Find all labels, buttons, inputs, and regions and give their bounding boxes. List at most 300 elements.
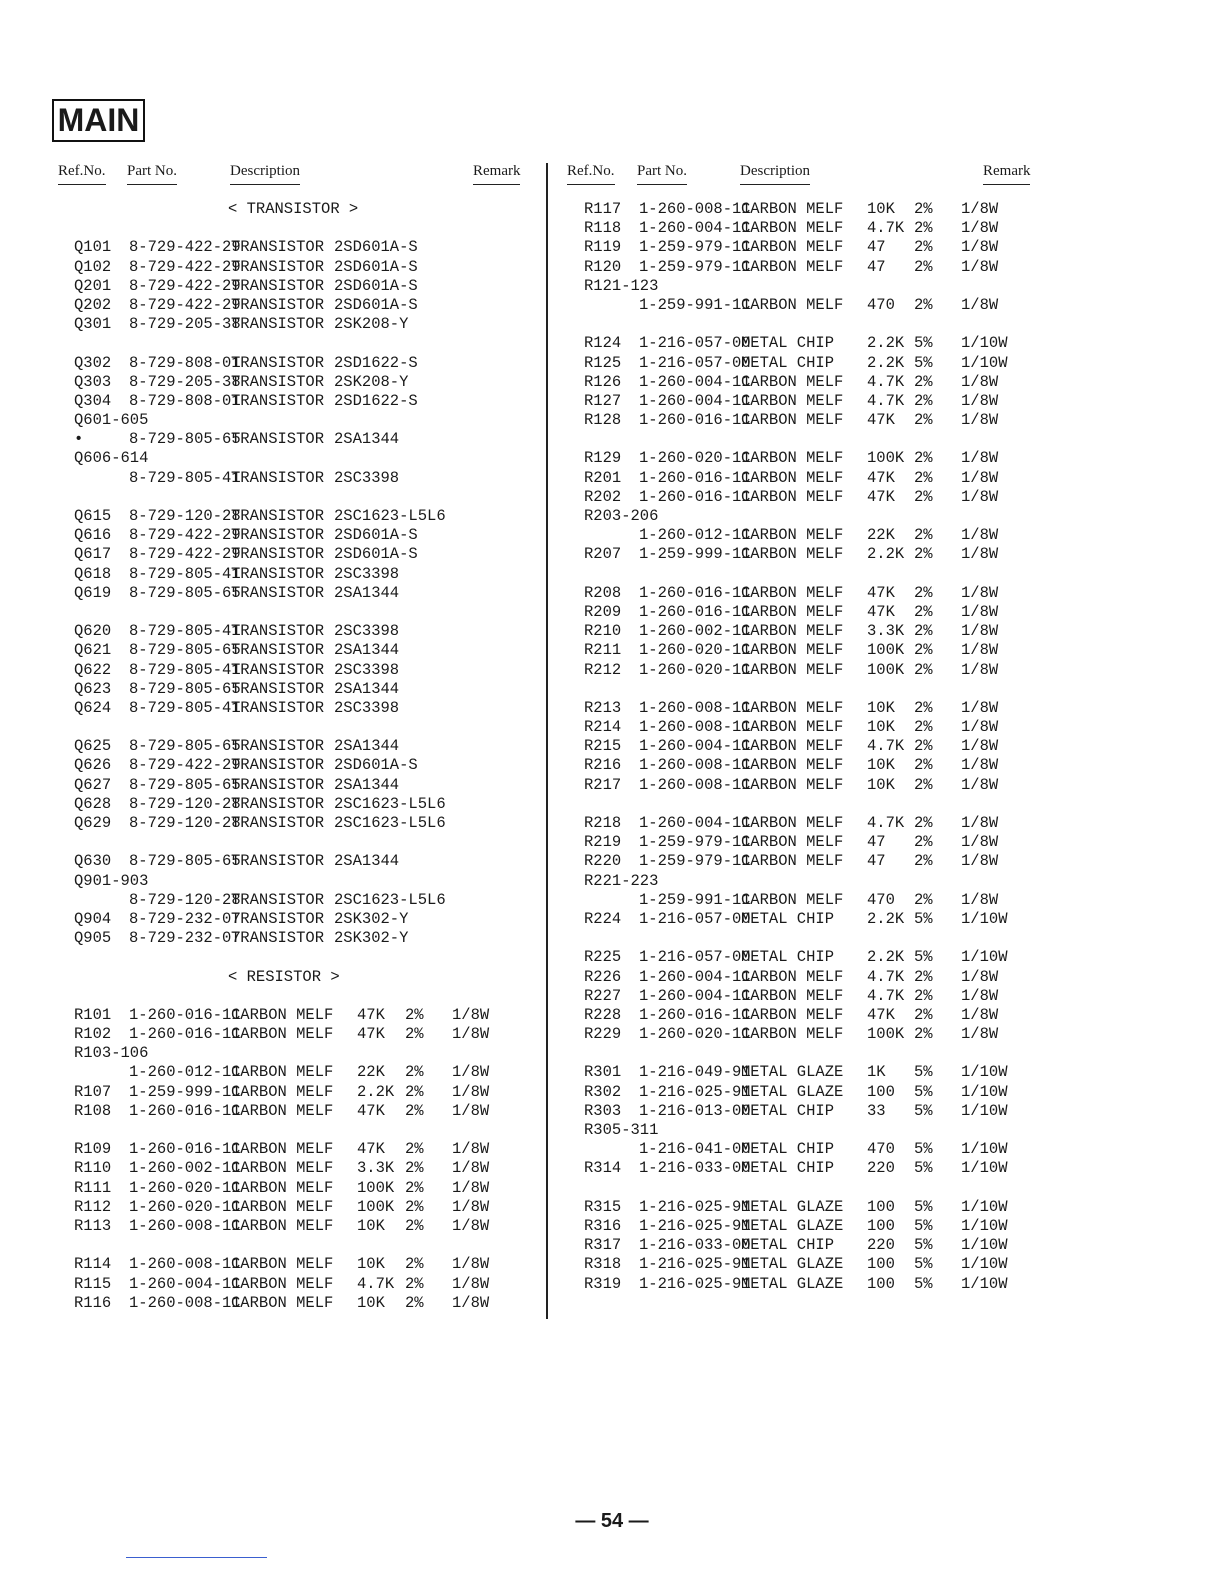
cell-ref: Q601-605 — [74, 411, 149, 430]
cell-tol: 2% — [914, 583, 933, 602]
cell-tol: 2% — [914, 890, 933, 909]
header-part-right: Part No. — [637, 163, 687, 185]
cell-desc: CARBON MELF — [231, 1159, 334, 1178]
part-row — [510, 948, 1050, 967]
cell-tol: 2% — [405, 1255, 424, 1274]
cell-desc: TRANSISTOR — [231, 794, 325, 813]
cell-val: 2.2K — [867, 948, 905, 967]
part-row — [510, 258, 1050, 277]
cell-part: 8-729-120-28 — [129, 890, 241, 909]
part-row — [510, 296, 1050, 315]
cell-spec: 2SC3398 — [334, 622, 400, 641]
cell-watt: 1/8W — [452, 1178, 490, 1197]
cell-ref: R210 — [584, 622, 622, 641]
cell-watt: 1/8W — [961, 468, 999, 487]
spacer-row — [0, 718, 540, 737]
cell-watt: 1/8W — [961, 583, 999, 602]
cell-part: 8-729-205-38 — [129, 315, 241, 334]
cell-val: 4.7K — [357, 1274, 395, 1293]
cell-part: 1-260-016-11 — [639, 1005, 751, 1024]
cell-tol: 2% — [914, 756, 933, 775]
cell-desc: CARBON MELF — [231, 1216, 334, 1235]
spacer-row — [0, 1121, 540, 1140]
cell-desc: CARBON MELF — [741, 718, 844, 737]
part-row — [510, 1006, 1050, 1025]
part-row — [510, 622, 1050, 641]
cell-part: 1-260-016-11 — [129, 1025, 241, 1044]
cell-val: 4.7K — [867, 737, 905, 756]
part-row — [510, 1217, 1050, 1236]
section-heading-row — [0, 200, 540, 219]
part-row — [0, 296, 540, 315]
cell-ref: Q621 — [74, 641, 112, 660]
cell-ref: Q630 — [74, 852, 112, 871]
part-row — [0, 469, 540, 488]
cell-desc: CARBON MELF — [741, 756, 844, 775]
cell-spec: 2SC3398 — [334, 660, 400, 679]
cell-desc: CARBON MELF — [741, 852, 844, 871]
cell-spec: 2SC3398 — [334, 564, 400, 583]
cell-part: 1-260-004-11 — [639, 391, 751, 410]
cell-tol: 2% — [914, 391, 933, 410]
part-row — [510, 718, 1050, 737]
cell-part: 1-260-008-11 — [129, 1255, 241, 1274]
cell-ref: Q620 — [74, 622, 112, 641]
cell-watt: 1/8W — [961, 257, 999, 276]
cell-ref: Q628 — [74, 794, 112, 813]
cell-ref: R214 — [584, 718, 622, 737]
cell-desc: CARBON MELF — [231, 1178, 334, 1197]
cell-part: 1-260-016-11 — [639, 487, 751, 506]
spacer-row — [0, 1236, 540, 1255]
cell-desc: CARBON MELF — [741, 986, 844, 1005]
part-row — [510, 833, 1050, 852]
cell-desc: METAL GLAZE — [741, 1197, 844, 1216]
cell-ref: R218 — [584, 814, 622, 832]
cell-part: 1-259-979-11 — [639, 852, 751, 871]
cell-ref: R115 — [74, 1274, 112, 1293]
cell-tol: 2% — [914, 219, 933, 238]
header-ref-right: Ref.No. — [567, 163, 615, 185]
cell-ref: R303 — [584, 1101, 622, 1120]
part-row — [0, 449, 540, 468]
cell-part: 8-729-805-65 — [129, 852, 241, 871]
cell-val: 22K — [867, 526, 895, 545]
cell-part: 1-260-004-11 — [639, 737, 751, 756]
cell-desc: CARBON MELF — [741, 238, 844, 257]
cell-ref: R220 — [584, 852, 622, 871]
cell-ref: R211 — [584, 641, 622, 660]
cell-desc: CARBON MELF — [741, 391, 844, 410]
cell-spec: 2SD601A-S — [334, 526, 418, 545]
part-row — [510, 584, 1050, 603]
cell-spec: 2SC3398 — [334, 468, 400, 487]
cell-ref: R126 — [584, 372, 622, 391]
cell-desc: TRANSISTOR — [231, 622, 325, 641]
cell-part: 1-260-004-11 — [129, 1274, 241, 1293]
cell-desc: TRANSISTOR — [231, 257, 325, 276]
cell-watt: 1/10W — [961, 353, 1008, 372]
cell-ref: Q301 — [74, 315, 112, 334]
part-row — [0, 430, 540, 449]
spacer-row — [0, 603, 540, 622]
cell-val: 100K — [867, 641, 905, 660]
part-row — [0, 872, 540, 891]
part-row — [0, 756, 540, 775]
cell-val: 100K — [357, 1178, 395, 1197]
cell-tol: 2% — [405, 1274, 424, 1293]
cell-desc: CARBON MELF — [741, 200, 844, 218]
cell-spec: 2SA1344 — [334, 583, 400, 602]
cell-desc: CARBON MELF — [741, 487, 844, 506]
cell-desc: TRANSISTOR — [231, 391, 325, 410]
part-row — [0, 1044, 540, 1063]
cell-desc: METAL CHIP — [741, 1101, 835, 1120]
cell-ref: Q303 — [74, 372, 112, 391]
cell-watt: 1/8W — [961, 986, 999, 1005]
cell-watt: 1/10W — [961, 1159, 1008, 1178]
cell-tol: 2% — [405, 1140, 424, 1159]
cell-ref: Q904 — [74, 909, 112, 928]
cell-tol: 2% — [914, 698, 933, 717]
cell-ref: R103-106 — [74, 1044, 149, 1063]
cell-val: 4.7K — [867, 967, 905, 986]
header-ref-left: Ref.No. — [58, 163, 106, 185]
cell-desc: METAL CHIP — [741, 353, 835, 372]
cell-ref: R110 — [74, 1159, 112, 1178]
cell-desc: CARBON MELF — [231, 1101, 334, 1120]
cell-val: 3.3K — [357, 1159, 395, 1178]
cell-part: 1-216-033-00 — [639, 1236, 751, 1255]
cell-watt: 1/8W — [452, 1255, 490, 1274]
cell-val: 10K — [357, 1216, 385, 1235]
cell-part: 1-216-033-00 — [639, 1159, 751, 1178]
part-row — [0, 1102, 540, 1121]
cell-ref: R315 — [584, 1197, 622, 1216]
cell-tol: 2% — [914, 200, 933, 218]
cell-desc: CARBON MELF — [741, 775, 844, 794]
spacer-row — [510, 795, 1050, 814]
cell-watt: 1/10W — [961, 948, 1008, 967]
part-row — [510, 469, 1050, 488]
part-row — [510, 852, 1050, 871]
spacer-row — [510, 1044, 1050, 1063]
part-row — [0, 1255, 540, 1274]
cell-watt: 1/8W — [961, 852, 999, 871]
cell-part: 1-260-020-11 — [129, 1197, 241, 1216]
spacer-row — [0, 833, 540, 852]
cell-val: 10K — [867, 756, 895, 775]
cell-desc: TRANSISTOR — [231, 814, 325, 832]
cell-val: 10K — [357, 1293, 385, 1312]
cell-watt: 1/8W — [961, 698, 999, 717]
cell-part: 1-216-057-00 — [639, 334, 751, 353]
cell-tol: 2% — [914, 238, 933, 257]
part-row — [0, 814, 540, 833]
cell-desc: METAL CHIP — [741, 334, 835, 353]
cell-spec: 2SK302-Y — [334, 929, 409, 948]
part-row — [0, 526, 540, 545]
cell-desc: CARBON MELF — [741, 967, 844, 986]
cell-part: 1-260-008-11 — [129, 1216, 241, 1235]
cell-ref: Q101 — [74, 238, 112, 257]
cell-ref: Q615 — [74, 507, 112, 525]
cell-watt: 1/8W — [961, 200, 999, 218]
cell-tol: 2% — [914, 526, 933, 545]
cell-desc: METAL GLAZE — [741, 1274, 844, 1293]
part-row — [510, 1159, 1050, 1178]
cell-part: 8-729-805-41 — [129, 660, 241, 679]
cell-tol: 2% — [405, 1216, 424, 1235]
part-row — [510, 756, 1050, 775]
cell-spec: 2SC1623-L5L6 — [334, 507, 446, 525]
cell-part: 1-216-025-91 — [639, 1274, 751, 1293]
cell-part: 8-729-805-65 — [129, 679, 241, 698]
cell-ref: Q304 — [74, 391, 112, 410]
cell-desc: TRANSISTOR — [231, 295, 325, 314]
cell-ref: Q619 — [74, 583, 112, 602]
cell-ref: R301 — [584, 1063, 622, 1082]
cell-desc: CARBON MELF — [741, 622, 844, 641]
cell-part: 8-729-805-65 — [129, 641, 241, 660]
spacer-row — [510, 1179, 1050, 1198]
part-row — [0, 910, 540, 929]
cell-desc: CARBON MELF — [231, 1063, 334, 1082]
spacer-row — [0, 334, 540, 353]
cell-ref: R129 — [584, 449, 622, 468]
cell-part: 8-729-422-29 — [129, 526, 241, 545]
cell-ref: R127 — [584, 391, 622, 410]
cell-part: 1-260-016-11 — [639, 602, 751, 621]
cell-part: 1-260-012-11 — [129, 1063, 241, 1082]
part-row — [510, 545, 1050, 564]
cell-desc: CARBON MELF — [741, 468, 844, 487]
cell-desc: TRANSISTOR — [231, 641, 325, 660]
cell-tol: 2% — [914, 449, 933, 468]
cell-part: 1-260-016-11 — [129, 1101, 241, 1120]
part-row — [0, 238, 540, 257]
part-row — [510, 699, 1050, 718]
part-row — [0, 373, 540, 392]
cell-desc: CARBON MELF — [741, 449, 844, 468]
cell-val: 100K — [867, 449, 905, 468]
cell-desc: CARBON MELF — [231, 1197, 334, 1216]
cell-watt: 1/10W — [961, 1216, 1008, 1235]
part-row — [0, 545, 540, 564]
cell-watt: 1/8W — [961, 1025, 999, 1044]
cell-ref: R101 — [74, 1005, 112, 1024]
spacer-row — [0, 488, 540, 507]
cell-watt: 1/10W — [961, 1197, 1008, 1216]
spacer-row — [510, 680, 1050, 699]
cell-desc: TRANSISTOR — [231, 698, 325, 717]
cell-ref: Q622 — [74, 660, 112, 679]
cell-part: 1-216-057-00 — [639, 909, 751, 928]
part-row — [510, 411, 1050, 430]
cell-desc: CARBON MELF — [741, 545, 844, 564]
cell-desc: TRANSISTOR — [231, 775, 325, 794]
part-row — [510, 910, 1050, 929]
cell-desc: TRANSISTOR — [231, 468, 325, 487]
part-row — [510, 277, 1050, 296]
cell-tol: 5% — [914, 909, 933, 928]
cell-tol: 5% — [914, 1216, 933, 1235]
cell-desc: CARBON MELF — [231, 1274, 334, 1293]
cell-spec: 2SA1344 — [334, 430, 400, 449]
part-row — [0, 277, 540, 296]
part-row — [510, 392, 1050, 411]
cell-val: 10K — [357, 1255, 385, 1274]
cell-tol: 5% — [914, 1082, 933, 1101]
cell-desc: CARBON MELF — [741, 526, 844, 545]
cell-desc: METAL GLAZE — [741, 1082, 844, 1101]
cell-desc: CARBON MELF — [231, 1082, 334, 1101]
cell-part: 1-260-012-11 — [639, 526, 751, 545]
cell-watt: 1/8W — [961, 775, 999, 794]
part-row — [0, 1006, 540, 1025]
cell-tol: 2% — [914, 737, 933, 756]
cell-tol: 5% — [914, 1197, 933, 1216]
cell-watt: 1/10W — [961, 334, 1008, 353]
cell-desc: TRANSISTOR — [231, 238, 325, 257]
cell-val: 47K — [357, 1025, 385, 1044]
cell-ref: R118 — [584, 219, 622, 238]
cell-part: 1-260-016-11 — [639, 583, 751, 602]
cell-desc: METAL CHIP — [741, 1159, 835, 1178]
cell-watt: 1/8W — [961, 756, 999, 775]
cell-watt: 1/10W — [961, 1255, 1008, 1274]
cell-watt: 1/8W — [961, 718, 999, 737]
cell-desc: TRANSISTOR — [231, 929, 325, 948]
cell-part: 1-216-013-00 — [639, 1101, 751, 1120]
cell-part: 8-729-232-07 — [129, 909, 241, 928]
part-row — [0, 411, 540, 430]
cell-tol: 5% — [914, 334, 933, 353]
cell-part: 1-216-025-91 — [639, 1255, 751, 1274]
cell-part: 1-260-020-11 — [129, 1178, 241, 1197]
cell-watt: 1/8W — [452, 1274, 490, 1293]
cell-ref: Q901-903 — [74, 871, 149, 890]
cell-watt: 1/8W — [452, 1140, 490, 1159]
cell-desc: CARBON MELF — [741, 814, 844, 832]
cell-spec: 2SK208-Y — [334, 315, 409, 334]
part-row — [0, 622, 540, 641]
cell-desc: METAL GLAZE — [741, 1063, 844, 1082]
cell-tol: 2% — [914, 833, 933, 852]
cell-part: 1-260-016-11 — [129, 1005, 241, 1024]
cell-desc: TRANSISTOR — [231, 890, 325, 909]
cell-desc: CARBON MELF — [741, 602, 844, 621]
cell-desc: TRANSISTOR — [231, 564, 325, 583]
cell-val: 47K — [867, 411, 895, 430]
cell-desc: CARBON MELF — [741, 295, 844, 314]
cell-desc: METAL GLAZE — [741, 1255, 844, 1274]
cell-ref: R125 — [584, 353, 622, 372]
cell-ref: Q201 — [74, 276, 112, 295]
cell-val: 470 — [867, 295, 895, 314]
cell-watt: 1/8W — [452, 1082, 490, 1101]
cell-ref: R113 — [74, 1216, 112, 1235]
cell-tol: 2% — [914, 660, 933, 679]
part-row — [510, 661, 1050, 680]
cell-ref: R121-123 — [584, 276, 659, 295]
cell-desc: TRANSISTOR — [231, 526, 325, 545]
cell-part: 1-216-025-91 — [639, 1197, 751, 1216]
part-row — [510, 334, 1050, 353]
part-row — [0, 1025, 540, 1044]
cell-val: 100K — [867, 1025, 905, 1044]
cell-part: 8-729-422-29 — [129, 276, 241, 295]
part-row — [0, 737, 540, 756]
spacer-row — [0, 987, 540, 1006]
cell-desc: CARBON MELF — [741, 890, 844, 909]
cell-ref: • — [74, 430, 84, 449]
cell-part: 1-259-991-11 — [639, 890, 751, 909]
cell-val: 47K — [867, 602, 895, 621]
cell-val: 100 — [867, 1274, 895, 1293]
footer-rule — [126, 1557, 267, 1558]
cell-val: 47 — [867, 238, 886, 257]
cell-val: 2.2K — [867, 353, 905, 372]
spacer-row — [510, 565, 1050, 584]
cell-desc: CARBON MELF — [741, 1005, 844, 1024]
part-row — [0, 661, 540, 680]
cell-ref: R108 — [74, 1101, 112, 1120]
cell-part: 8-729-422-29 — [129, 545, 241, 564]
cell-spec: 2SC1623-L5L6 — [334, 794, 446, 813]
cell-watt: 1/8W — [961, 295, 999, 314]
cell-section: < RESISTOR > — [228, 967, 340, 986]
header-remark-right: Remark — [983, 163, 1030, 185]
cell-val: 47 — [867, 852, 886, 871]
cell-part: 1-260-004-11 — [639, 219, 751, 238]
cell-ref: Q606-614 — [74, 449, 149, 468]
cell-tol: 2% — [405, 1101, 424, 1120]
cell-ref: Q625 — [74, 737, 112, 756]
cell-part: 1-260-016-11 — [129, 1140, 241, 1159]
header-desc-right: Description — [740, 163, 810, 185]
cell-watt: 1/8W — [961, 487, 999, 506]
spacer-row — [510, 315, 1050, 334]
cell-part: 8-729-805-41 — [129, 468, 241, 487]
cell-val: 47K — [867, 1005, 895, 1024]
part-row — [510, 968, 1050, 987]
part-row — [510, 526, 1050, 545]
cell-part: 8-729-805-65 — [129, 583, 241, 602]
part-row — [0, 795, 540, 814]
cell-ref: R203-206 — [584, 507, 659, 525]
cell-val: 47K — [357, 1005, 385, 1024]
cell-section: < TRANSISTOR > — [228, 200, 359, 218]
cell-watt: 1/8W — [961, 219, 999, 238]
cell-ref: Q616 — [74, 526, 112, 545]
cell-spec: 2SK208-Y — [334, 372, 409, 391]
cell-part: 1-259-999-11 — [129, 1082, 241, 1101]
cell-tol: 2% — [914, 641, 933, 660]
cell-tol: 2% — [914, 372, 933, 391]
cell-watt: 1/10W — [961, 1274, 1008, 1293]
cell-desc: TRANSISTOR — [231, 507, 325, 525]
cell-tol: 2% — [914, 295, 933, 314]
cell-ref: R229 — [584, 1025, 622, 1044]
cell-watt: 1/8W — [452, 1216, 490, 1235]
cell-ref: R227 — [584, 986, 622, 1005]
cell-ref: R216 — [584, 756, 622, 775]
cell-part: 1-260-016-11 — [639, 468, 751, 487]
cell-desc: CARBON MELF — [741, 257, 844, 276]
cell-desc: CARBON MELF — [231, 1255, 334, 1274]
part-row — [0, 1217, 540, 1236]
